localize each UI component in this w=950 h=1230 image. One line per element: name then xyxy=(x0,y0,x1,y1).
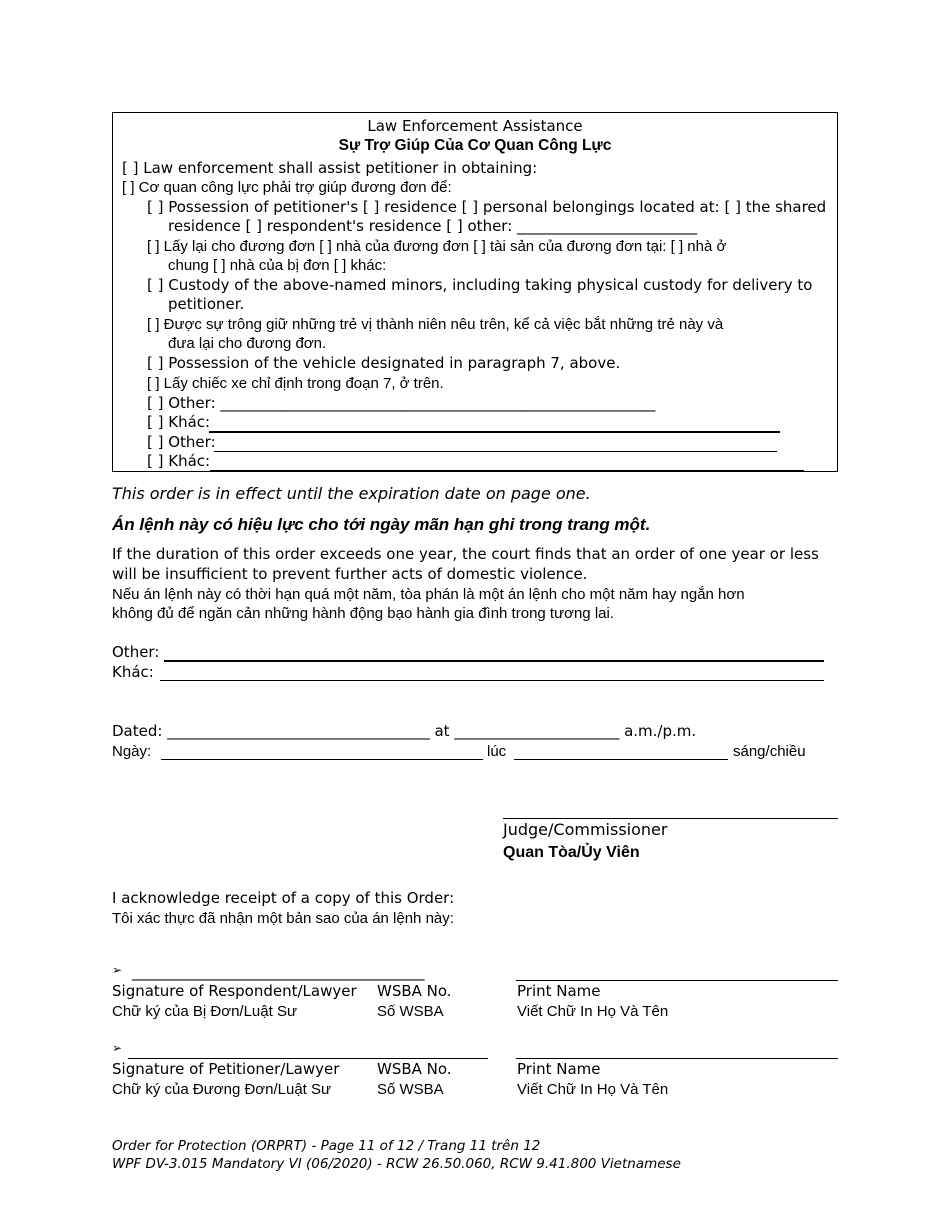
other-vi-2-field[interactable] xyxy=(210,453,804,471)
petitioner-print-label-en: Print Name xyxy=(517,1060,601,1078)
petitioner-sig-label-en: Signature of Petitioner/Lawyer xyxy=(112,1060,340,1078)
vehicle-option-vi[interactable]: [ ] Lấy chiếc xe chỉ định trong đoạn 7, ở trên. xyxy=(147,375,444,392)
dated-line-en[interactable]: Dated: ___________________________________ at ______________________ a.m./p.m. xyxy=(112,722,697,740)
other-field-vi[interactable] xyxy=(160,680,824,681)
judge-label-en: Judge/Commissioner xyxy=(503,820,668,839)
custody-option-vi-cont: đưa lại cho đương đơn. xyxy=(168,335,327,352)
petitioner-print-label-vi: Viết Chữ In Họ Và Tên xyxy=(517,1081,669,1098)
possession-option-en-cont: residence [ ] respondent's residence [ ] other: ________________________ xyxy=(168,217,698,235)
other-option-en-1[interactable]: [ ] Other: __________________________________________________________ xyxy=(147,394,656,412)
possession-option-en[interactable]: [ ] Possession of petitioner's [ ] residence [ ] personal belongings located at: [ ] the shared xyxy=(147,198,827,216)
other-label-vi: Khác: xyxy=(112,663,154,681)
duration-vi-1: Nếu án lệnh này có thời hạn quá một năm, tòa phán là một án lệnh cho một năm hay ngắn hơn xyxy=(112,586,745,603)
respondent-print-name-line[interactable] xyxy=(516,980,838,981)
respondent-print-label-en: Print Name xyxy=(517,982,601,1000)
footer-line-2: WPF DV-3.015 Mandatory VI (06/2020) - RCW 26.50.060, RCW 9.41.800 Vietnamese xyxy=(112,1156,681,1172)
dated-label-vi: Ngày: xyxy=(112,743,152,760)
respondent-arrow-icon: ➢ xyxy=(112,963,123,977)
respondent-sig-label-en: Signature of Respondent/Lawyer xyxy=(112,982,357,1000)
box-title-en: Law Enforcement Assistance xyxy=(367,117,583,135)
acknowledge-en: I acknowledge receipt of a copy of this Order: xyxy=(112,889,455,907)
other-field-en[interactable] xyxy=(164,660,824,662)
petitioner-signature-line[interactable] xyxy=(128,1058,488,1059)
other-vi-1-field[interactable] xyxy=(209,414,780,433)
date-field-vi[interactable] xyxy=(161,759,483,760)
custody-option-vi[interactable]: [ ] Được sự trông giữ những trẻ vị thành niên nêu trên, kể cả việc bắt những trẻ này và xyxy=(147,316,724,333)
vehicle-option-en[interactable]: [ ] Possession of the vehicle designated in paragraph 7, above. xyxy=(147,354,621,372)
law-enforcement-box xyxy=(112,112,838,472)
petitioner-arrow-icon: ➢ xyxy=(112,1041,123,1055)
other-option-vi-2[interactable]: [ ] Khác: xyxy=(147,452,211,470)
effect-note-en: This order is in effect until the expiration date on page one. xyxy=(112,484,591,503)
ampm-label-vi: sáng/chiều xyxy=(733,743,806,760)
petitioner-print-name-line[interactable] xyxy=(516,1058,838,1059)
judge-label-vi: Quan Tòa/Ủy Viên xyxy=(503,844,640,861)
respondent-print-label-vi: Viết Chữ In Họ Và Tên xyxy=(517,1003,669,1020)
other-option-vi-1[interactable]: [ ] Khác: xyxy=(147,413,211,431)
intro-vi: [ ] Cơ quan công lực phải trợ giúp đương đơn để: xyxy=(122,179,452,196)
at-label-vi: lúc xyxy=(487,743,507,760)
possession-option-vi-cont: chung [ ] nhà của bị đơn [ ] khác: xyxy=(168,257,387,274)
other-option-en-2[interactable]: [ ] Other: xyxy=(147,433,216,451)
custody-option-en-cont: petitioner. xyxy=(168,295,245,313)
respondent-wsba-label-en: WSBA No. xyxy=(377,982,452,1000)
intro-en: [ ] Law enforcement shall assist petitioner in obtaining: xyxy=(122,159,538,177)
duration-vi-2: không đủ để ngăn cản những hành động bạo hành gia đình trong tương lai. xyxy=(112,605,614,622)
respondent-wsba-label-vi: Số WSBA xyxy=(377,1003,444,1020)
other-en-2-field[interactable] xyxy=(214,434,777,452)
duration-en-2: will be insufficient to prevent further acts of domestic violence. xyxy=(112,565,588,583)
effect-note-vi: Án lệnh này có hiệu lực cho tới ngày mãn hạn ghi trong trang một. xyxy=(112,515,651,534)
petitioner-wsba-label-vi: Số WSBA xyxy=(377,1081,444,1098)
other-label-en: Other: xyxy=(112,643,160,661)
custody-option-en[interactable]: [ ] Custody of the above-named minors, including taking physical custody for delivery to xyxy=(147,276,813,294)
respondent-sig-label-vi: Chữ ký của Bị Đơn/Luật Sư xyxy=(112,1003,297,1020)
acknowledge-vi: Tôi xác thực đã nhận một bản sao của án lệnh này: xyxy=(112,910,454,927)
possession-option-vi[interactable]: [ ] Lấy lại cho đương đơn [ ] nhà của đương đơn [ ] tài sản của đương đơn tại: [ ] nhà ở xyxy=(147,238,727,255)
time-field-vi[interactable] xyxy=(514,759,728,760)
respondent-signature-field[interactable]: _______________________________________ xyxy=(132,963,425,981)
box-title-vi: Sự Trợ Giúp Của Cơ Quan Công Lực xyxy=(338,137,612,154)
footer-line-1: Order for Protection (ORPRT) - Page 11 of 12 / Trang 11 trên 12 xyxy=(112,1138,541,1154)
petitioner-wsba-label-en: WSBA No. xyxy=(377,1060,452,1078)
duration-en-1: If the duration of this order exceeds one year, the court finds that an order of one year or less xyxy=(112,545,819,563)
petitioner-sig-label-vi: Chữ ký của Đương Đơn/Luật Sư xyxy=(112,1081,332,1098)
judge-signature-line[interactable] xyxy=(503,818,838,819)
